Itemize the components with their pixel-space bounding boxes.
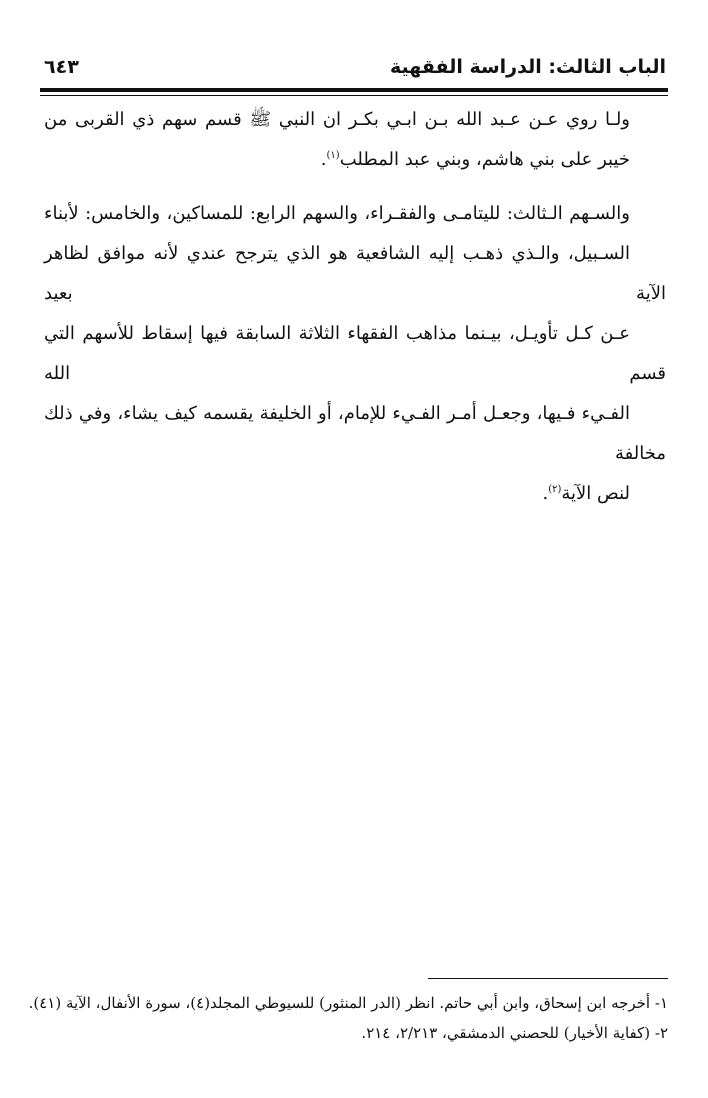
footnotes bbox=[28, 988, 668, 1048]
paragraph-end-punct: . bbox=[542, 483, 549, 504]
header-rule-thick bbox=[40, 88, 668, 92]
paragraph-line: عـن كـل تأويـل، بيـنما مذاهب الفقهاء الثلاثة السابقة فيها إسقاط للأسهم التي قسم الله bbox=[44, 323, 666, 384]
running-header bbox=[40, 50, 668, 86]
paragraph-1 bbox=[44, 100, 666, 180]
footnote-ref-2[interactable]: (٢) bbox=[548, 484, 562, 495]
paragraph-line bbox=[44, 474, 666, 514]
paragraph-2 bbox=[44, 194, 666, 514]
footnote-2: ٢- (كفاية الأخيار) للحصني الدمشقي، ٢/٢١٣، ٢١٤. bbox=[361, 1024, 668, 1042]
header-rule-thin bbox=[40, 95, 668, 96]
paragraph-line: السـبيل، والـذي ذهـب إليه الشافعية هو الذي يترجح عندي لأنه موافق لظاهر الآية بعيد bbox=[44, 243, 666, 304]
paragraph-line: والسـهم الـثالث: لليتامـى والفقـراء، والسهم الرابع: للمساكين، والخامس: لأبناء bbox=[44, 203, 630, 224]
paragraph-line-text: لنص الآية bbox=[561, 483, 630, 504]
paragraph-line-text: خيبر على بني هاشم، وبني عبد المطلب bbox=[339, 149, 630, 170]
footnote-separator bbox=[428, 978, 668, 979]
body-text bbox=[44, 100, 666, 514]
chapter-title: الباب الثالث: الدراسة الفقهية bbox=[390, 56, 666, 78]
paragraph-line: ولـا روي عـن عـبد الله بـن ابـي بكـر ان النبي ﷺ قسم سهم ذي القربى من bbox=[44, 109, 630, 130]
paragraph-line bbox=[44, 140, 666, 180]
paragraph-line: الفـيء فـيها، وجعـل أمـر الفـيء للإمام، أو الخليفة يقسمه كيف يشاء، وفي ذلك مخالفة bbox=[44, 403, 666, 464]
paragraph-end-punct: . bbox=[320, 149, 327, 170]
footnote-ref-1[interactable]: (١) bbox=[326, 150, 340, 161]
footnote-1: ١- أخرجه ابن إسحاق، وابن أبي حاتم. انظر (الدر المنثور) للسيوطي المجلد(٤)، سورة الأنفال، الآية (٤١). bbox=[28, 994, 668, 1012]
page-number: ٦٤٣ bbox=[44, 56, 79, 78]
